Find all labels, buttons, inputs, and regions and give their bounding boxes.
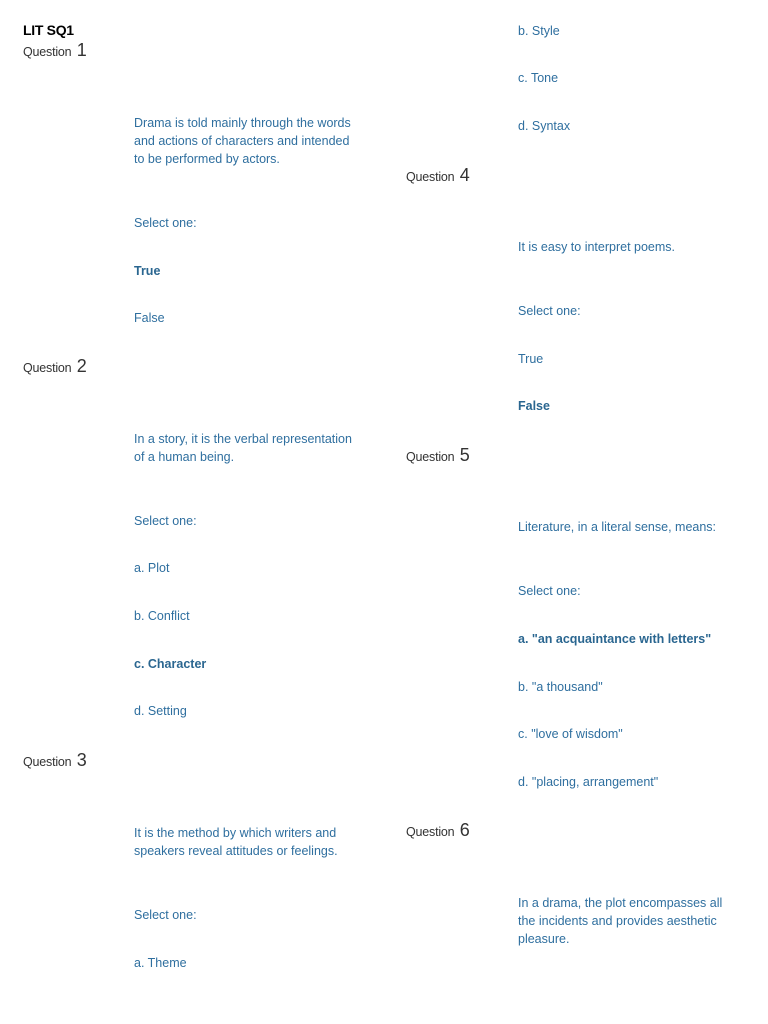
question-word: Question bbox=[23, 361, 72, 375]
question-4-label bbox=[406, 165, 470, 186]
q2-option-c[interactable]: c. Character bbox=[134, 657, 207, 671]
question-number: 6 bbox=[459, 820, 470, 840]
question-5-text: Literature, in a literal sense, means: bbox=[518, 520, 717, 534]
select-one-label: Select one: bbox=[134, 216, 197, 230]
q5-option-c[interactable]: c. "love of wisdom" bbox=[518, 727, 623, 741]
select-one-label: Select one: bbox=[518, 584, 581, 598]
q2-option-a[interactable]: a. Plot bbox=[134, 561, 170, 575]
q5-option-b[interactable]: b. "a thousand" bbox=[518, 680, 603, 694]
question-2-text: In a story, it is the verbal representation of a human being. bbox=[134, 432, 352, 464]
q1-option-true[interactable]: True bbox=[134, 264, 161, 278]
question-3-label bbox=[23, 750, 87, 771]
q3-option-a[interactable]: a. Theme bbox=[134, 956, 187, 970]
question-6-label bbox=[406, 820, 470, 841]
q3-option-c[interactable]: c. Tone bbox=[518, 71, 559, 85]
question-number: 3 bbox=[76, 750, 87, 770]
q3-option-b[interactable]: b. Style bbox=[518, 24, 560, 38]
question-5-label bbox=[406, 445, 470, 466]
question-1-text: Drama is told mainly through the words and actions of characters and intended to be performed by actors. bbox=[134, 116, 351, 166]
q2-option-d[interactable]: d. Setting bbox=[134, 704, 187, 718]
question-word: Question bbox=[406, 450, 455, 464]
q5-option-d[interactable]: d. "placing, arrangement" bbox=[518, 775, 659, 789]
select-one-label: Select one: bbox=[518, 304, 581, 318]
question-number: 1 bbox=[76, 40, 87, 60]
question-number: 2 bbox=[76, 356, 87, 376]
question-number: 5 bbox=[459, 445, 470, 465]
q3-option-d[interactable]: d. Syntax bbox=[518, 119, 571, 133]
document-title: LIT SQ1 bbox=[23, 22, 74, 38]
question-word: Question bbox=[406, 170, 455, 184]
question-2-label bbox=[23, 356, 87, 377]
q2-option-b[interactable]: b. Conflict bbox=[134, 609, 190, 623]
question-word: Question bbox=[406, 825, 455, 839]
q4-option-true[interactable]: True bbox=[518, 352, 544, 366]
select-one-label: Select one: bbox=[134, 514, 197, 528]
q4-option-false[interactable]: False bbox=[518, 399, 550, 413]
q5-option-a[interactable]: a. "an acquaintance with letters" bbox=[518, 632, 712, 646]
question-number: 4 bbox=[459, 165, 470, 185]
question-4-text: It is easy to interpret poems. bbox=[518, 240, 676, 254]
question-word: Question bbox=[23, 45, 72, 59]
q1-option-false[interactable]: False bbox=[134, 311, 165, 325]
question-6-text: In a drama, the plot encompasses all the incidents and provides aesthetic pleasure. bbox=[518, 896, 723, 946]
question-1-label bbox=[23, 40, 87, 61]
select-one-label: Select one: bbox=[134, 908, 197, 922]
question-3-text: It is the method by which writers and speakers reveal attitudes or feelings. bbox=[134, 826, 338, 858]
question-word: Question bbox=[23, 755, 72, 769]
